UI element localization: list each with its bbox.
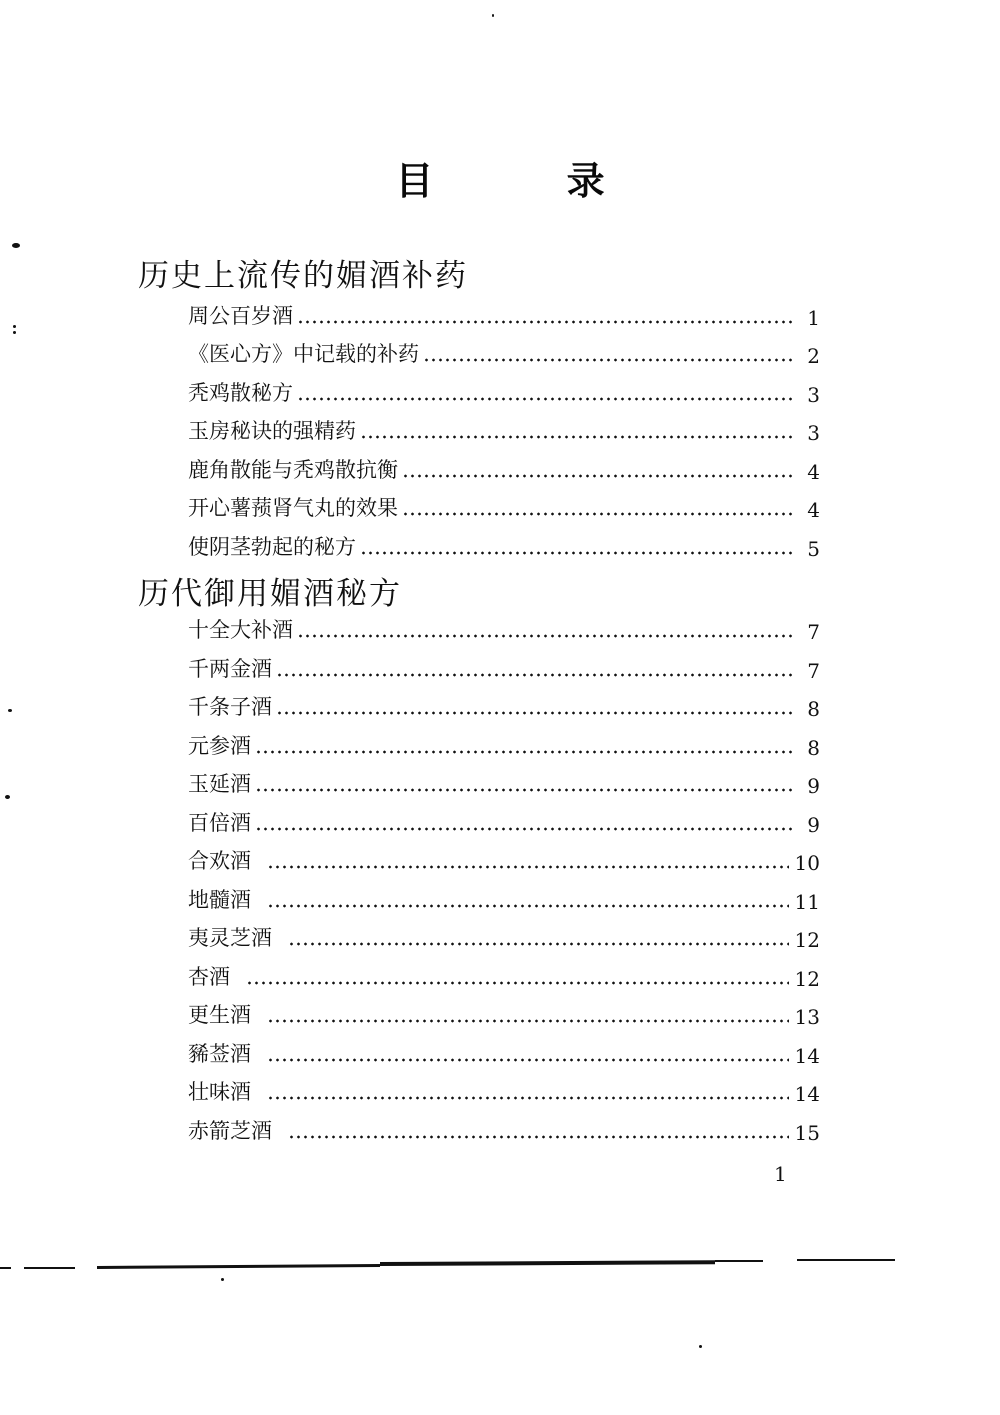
scan-rule [380,1260,715,1266]
entry-label: 十全大补酒 [188,618,293,642]
scan-speck [13,325,16,328]
toc-entry[interactable] [188,922,820,952]
scan-rule [715,1260,763,1262]
toc-entry[interactable] [188,531,820,561]
entry-page: 11 [794,890,820,914]
scan-rule [0,1267,11,1269]
entry-label: 鹿角散能与秃鸡散抗衡 [188,458,398,482]
toc-entry[interactable] [188,884,820,914]
entry-label: 更生酒 [188,1003,251,1027]
entry-page: 7 [807,620,820,644]
entry-label: 千两金酒 [188,657,272,681]
dot-leader [267,1096,789,1100]
scan-speck [699,1345,702,1348]
dot-leader [402,474,796,478]
entry-page: 9 [807,774,820,798]
entry-page: 3 [807,421,820,445]
dot-leader [255,827,796,831]
section-heading: 历史上流传的媚酒补药 [138,258,468,294]
entry-page: 4 [807,498,820,522]
toc-entry[interactable] [188,999,820,1029]
toc-entry[interactable] [188,1115,820,1145]
scan-rule [24,1267,75,1269]
toc-entry[interactable] [188,454,820,484]
entry-page: 8 [807,697,820,721]
dot-leader [255,788,796,792]
toc-entry[interactable] [188,691,820,721]
dot-leader [423,358,796,362]
dot-leader [360,435,796,439]
toc-entry[interactable] [188,1038,820,1068]
entry-label: 周公百岁酒 [188,304,293,328]
entry-page: 14 [794,1044,820,1068]
dot-leader [360,551,796,555]
entry-label: 元参酒 [188,734,251,758]
entry-label: 百倍酒 [188,811,251,835]
dot-leader [246,981,789,985]
entry-label: 合欢酒 [188,849,251,873]
entry-page: 9 [807,813,820,837]
dot-leader [267,904,789,908]
scan-rule [797,1259,895,1261]
dot-leader [276,673,796,677]
section-heading: 历代御用媚酒秘方 [138,576,402,612]
toc-entry[interactable] [188,653,820,683]
entry-label: 壮味酒 [188,1080,251,1104]
entry-label: 《医心方》中记载的补药 [188,342,419,366]
entry-label: 地髓酒 [188,888,251,912]
entry-label: 秃鸡散秘方 [188,381,293,405]
entry-label: 玉房秘诀的强精药 [188,419,356,443]
scan-speck [492,14,494,17]
toc-entry[interactable] [188,730,820,760]
dot-leader [267,865,789,869]
dot-leader [276,711,796,715]
entry-page: 1 [807,306,820,330]
dot-leader [267,1019,789,1023]
dot-leader [255,750,796,754]
toc-entry[interactable] [188,492,820,522]
toc-entry[interactable] [188,1076,820,1106]
entry-label: 赤箭芝酒 [188,1119,272,1143]
entry-page: 12 [794,928,820,952]
scan-speck [5,795,10,799]
entry-page: 4 [807,460,820,484]
page-title: 目 录 [395,159,665,203]
scan-speck [8,709,12,712]
dot-leader [288,942,789,946]
entry-label: 豨莶酒 [188,1042,251,1066]
toc-entry[interactable] [188,845,820,875]
dot-leader [297,634,796,638]
entry-label: 夷灵芝酒 [188,926,272,950]
toc-entry[interactable] [188,338,820,368]
toc-entry[interactable] [188,415,820,445]
dot-leader [297,320,796,324]
entry-page: 14 [794,1082,820,1106]
entry-page: 7 [807,659,820,683]
dot-leader [402,512,796,516]
dot-leader [267,1058,789,1062]
entry-label: 杏酒 [188,965,230,989]
entry-page: 2 [807,344,820,368]
scan-speck [221,1278,224,1281]
toc-entry[interactable] [188,768,820,798]
entry-page: 8 [807,736,820,760]
dot-leader [297,397,796,401]
scan-rule [97,1264,380,1269]
toc-entry[interactable] [188,614,820,644]
toc-entry[interactable] [188,377,820,407]
entry-page: 13 [794,1005,820,1029]
entry-page: 5 [807,537,820,561]
entry-label: 千条子酒 [188,695,272,719]
entry-label: 开心薯蓣肾气丸的效果 [188,496,398,520]
entry-page: 10 [794,851,820,875]
scan-speck [13,331,16,334]
toc-entry[interactable] [188,300,820,330]
toc-entry[interactable] [188,807,820,837]
entry-label: 玉延酒 [188,772,251,796]
dot-leader [288,1135,789,1139]
page-number: 1 [774,1162,787,1186]
entry-label: 使阴茎勃起的秘方 [188,535,356,559]
entry-page: 12 [794,967,820,991]
scan-speck [12,243,20,248]
entry-page: 3 [807,383,820,407]
entry-page: 15 [794,1121,820,1145]
toc-entry[interactable] [188,961,820,991]
